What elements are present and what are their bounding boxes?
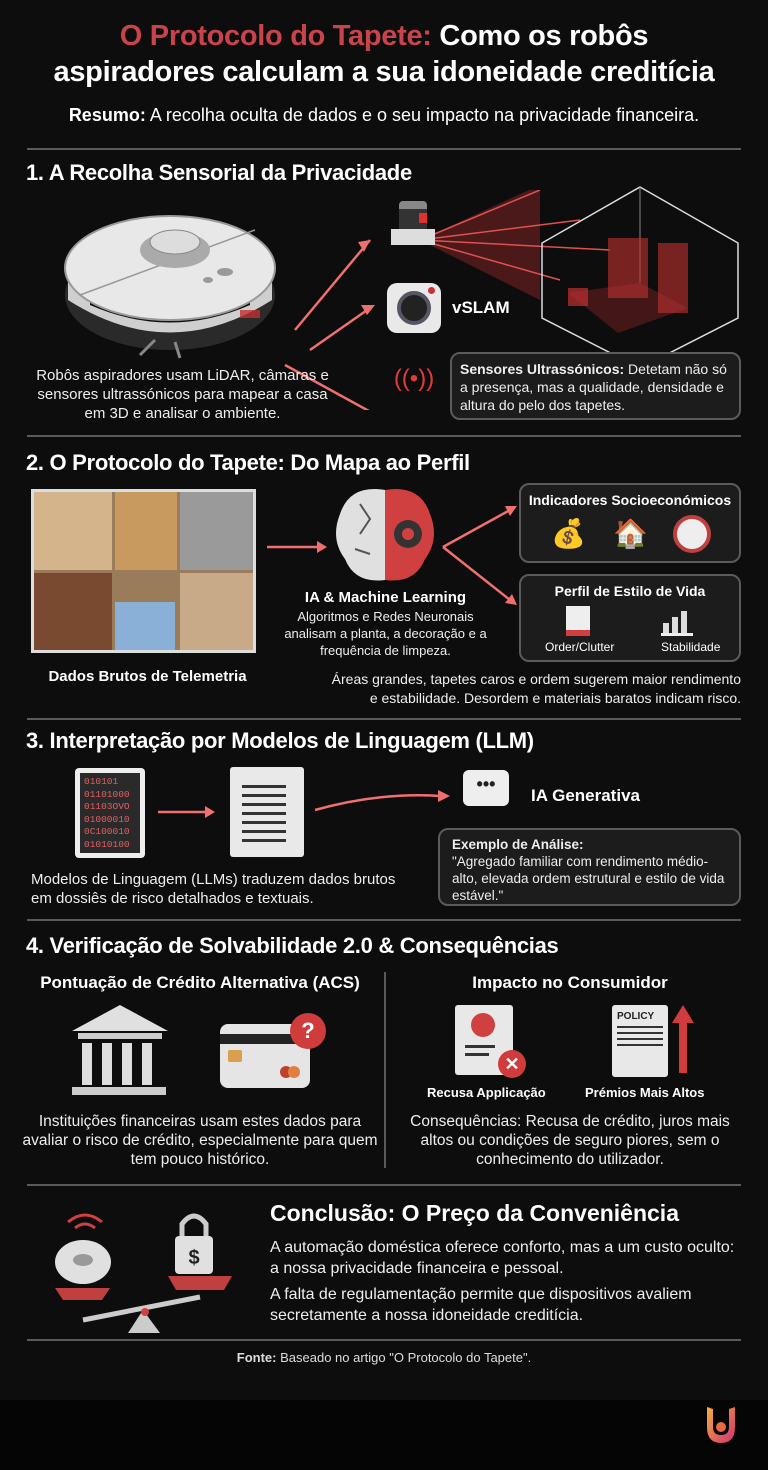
- insurance-policy-icon: [612, 1005, 668, 1077]
- section2-footnote: [300, 670, 741, 708]
- summary-label: Resumo:: [68, 105, 146, 125]
- summary: [0, 105, 768, 126]
- lifestyle-item-order: Order/Clutter: [545, 640, 615, 654]
- brain-icon: [330, 484, 440, 586]
- floorplan-map: [31, 489, 256, 653]
- title-rest: Como os robôs: [431, 20, 649, 52]
- up-arrow-icon: [672, 1005, 694, 1073]
- analysis-example-box: [438, 828, 741, 906]
- clutter-icon: [566, 606, 590, 636]
- page-title: [0, 18, 768, 90]
- title-line2: aspiradores calculam a sua idoneidade creditícia: [53, 56, 715, 88]
- binary-line: 01101000: [84, 788, 130, 800]
- scale-robot-vs-money-icon: [50, 1200, 240, 1340]
- divider: [27, 919, 741, 921]
- indicators-title: Indicadores Socioeconómicos: [528, 492, 732, 508]
- section1-description: Robôs aspiradores usam LiDAR, câmaras e sensores ultrassónicos para mapear a casa em 3D e analisar o ambiente.: [36, 367, 329, 422]
- house-icon: 🏠: [613, 518, 648, 549]
- lifestyle-box: [519, 574, 741, 662]
- divider: [27, 1184, 741, 1186]
- binary-line: 01103OVO: [84, 801, 130, 812]
- impact-description: Consequências: Recusa de crédito, juros mais altos ou condições de seguro piores, sem o conhecimento do utilizador.: [410, 1113, 730, 1168]
- footnote-line1: Áreas grandes, tapetes caros e ordem sugerem maior rendimento: [331, 671, 741, 687]
- text-document-icon: [230, 767, 304, 857]
- footnote-line2: e estabilidade. Desordem e materiais baratos indicam risco.: [369, 690, 741, 706]
- binary-line: 01000010: [84, 813, 130, 825]
- indicators-box: [519, 483, 741, 563]
- example-text: "Agregado familiar com rendimento médio-alto, elevada ordem estrutural e estilo de vida estável.": [452, 854, 725, 903]
- vslam-label: vSLAM: [452, 298, 510, 317]
- divider: [27, 148, 741, 150]
- conclusion-heading: Conclusão: O Preço da Conveniência: [270, 1200, 679, 1226]
- ultrasonic-label: Sensores Ultrassónicos:: [460, 361, 625, 377]
- ultrasonic-text: Detetam não só a presença, mas a qualidade, densidade e altura do pelo dos tapetes.: [460, 361, 727, 413]
- growth-chart-icon: [661, 608, 693, 636]
- acs-title: Pontuação de Crédito Alternativa (ACS): [40, 973, 360, 992]
- ultrasonic-waves-icon: ((•)): [393, 365, 435, 392]
- conclusion-para2: A falta de regulamentação permite que dispositivos avaliem secretamente a nossa idoneidade creditícia.: [270, 1286, 692, 1324]
- binary-line: 010101: [84, 776, 119, 787]
- genai-label: IA Generativa: [531, 786, 640, 805]
- ultrasonic-info-box: [450, 352, 741, 420]
- example-title: Exemplo de Análise:: [452, 837, 584, 852]
- chat-bubble-icon: •••: [463, 770, 509, 806]
- reject-x-icon: ✕: [498, 1050, 526, 1078]
- policy-label: POLICY: [617, 1011, 655, 1022]
- floorplan-caption: Dados Brutos de Telemetria: [48, 668, 247, 685]
- column-divider: [384, 972, 386, 1168]
- llm-flow-arrows: [150, 770, 470, 860]
- title-highlight: O Protocolo do Tapete:: [119, 20, 432, 52]
- question-mark-icon: ?: [290, 1013, 326, 1049]
- section2-heading: 2. O Protocolo do Tapete: Do Mapa ao Perfil: [26, 450, 470, 475]
- impact-item-premiums: Prémios Mais Altos: [585, 1085, 705, 1100]
- section4-heading: 4. Verificação de Solvabilidade 2.0 & Consequências: [26, 933, 559, 958]
- source-footer: [0, 1350, 768, 1365]
- 3d-room-scan: [538, 183, 743, 373]
- section3-description: Modelos de Linguagem (LLMs) traduzem dados brutos em dossiês de risco detalhados e textuais.: [31, 871, 396, 907]
- binary-line: 01010100: [84, 838, 130, 850]
- ai-title: IA & Machine Learning: [304, 589, 467, 606]
- acs-description: Instituições financeiras usam estes dados para avaliar o risco de crédito, especialmente para quem tem pouco histórico.: [22, 1113, 378, 1168]
- lifestyle-title: Perfil de Estilo de Vida: [554, 583, 706, 599]
- source-label: Fonte:: [236, 1350, 277, 1365]
- binary-line: 0C100010: [84, 826, 130, 837]
- source-text: Baseado no artigo "O Protocolo do Tapete".: [276, 1350, 532, 1365]
- ai-text: Algoritmos e Redes Neuronais analisam a planta, a decoração e a frequência de limpeza.: [284, 609, 487, 658]
- section3-heading: 3. Interpretação por Modelos de Linguagem (LLM): [26, 728, 534, 753]
- divider: [27, 1339, 741, 1341]
- impact-title: Impacto no Consumidor: [472, 973, 668, 992]
- camera-icon: [387, 283, 441, 333]
- section1-heading: 1. A Recolha Sensorial da Privacidade: [26, 160, 412, 185]
- divider: [27, 435, 741, 437]
- summary-text: A recolha oculta de dados e o seu impacto na privacidade financeira.: [145, 105, 700, 125]
- conclusion-para1: A automação doméstica oferece conforto, mas a um custo oculto: a nossa privacidade financeira e pessoal.: [270, 1239, 735, 1277]
- binary-data-file-icon: [75, 768, 145, 858]
- svg-text:$: $: [188, 1247, 200, 1269]
- clock-icon: [673, 515, 711, 553]
- brand-logo-icon: [703, 1405, 739, 1445]
- money-bags-icon: 💰: [551, 518, 586, 549]
- divider: [27, 718, 741, 720]
- lidar-sensor-icon: [385, 195, 445, 255]
- impact-item-refusal: Recusa Applicação: [427, 1085, 546, 1100]
- bank-icon: [70, 1003, 170, 1098]
- lifestyle-item-stability: Stabilidade: [661, 640, 721, 654]
